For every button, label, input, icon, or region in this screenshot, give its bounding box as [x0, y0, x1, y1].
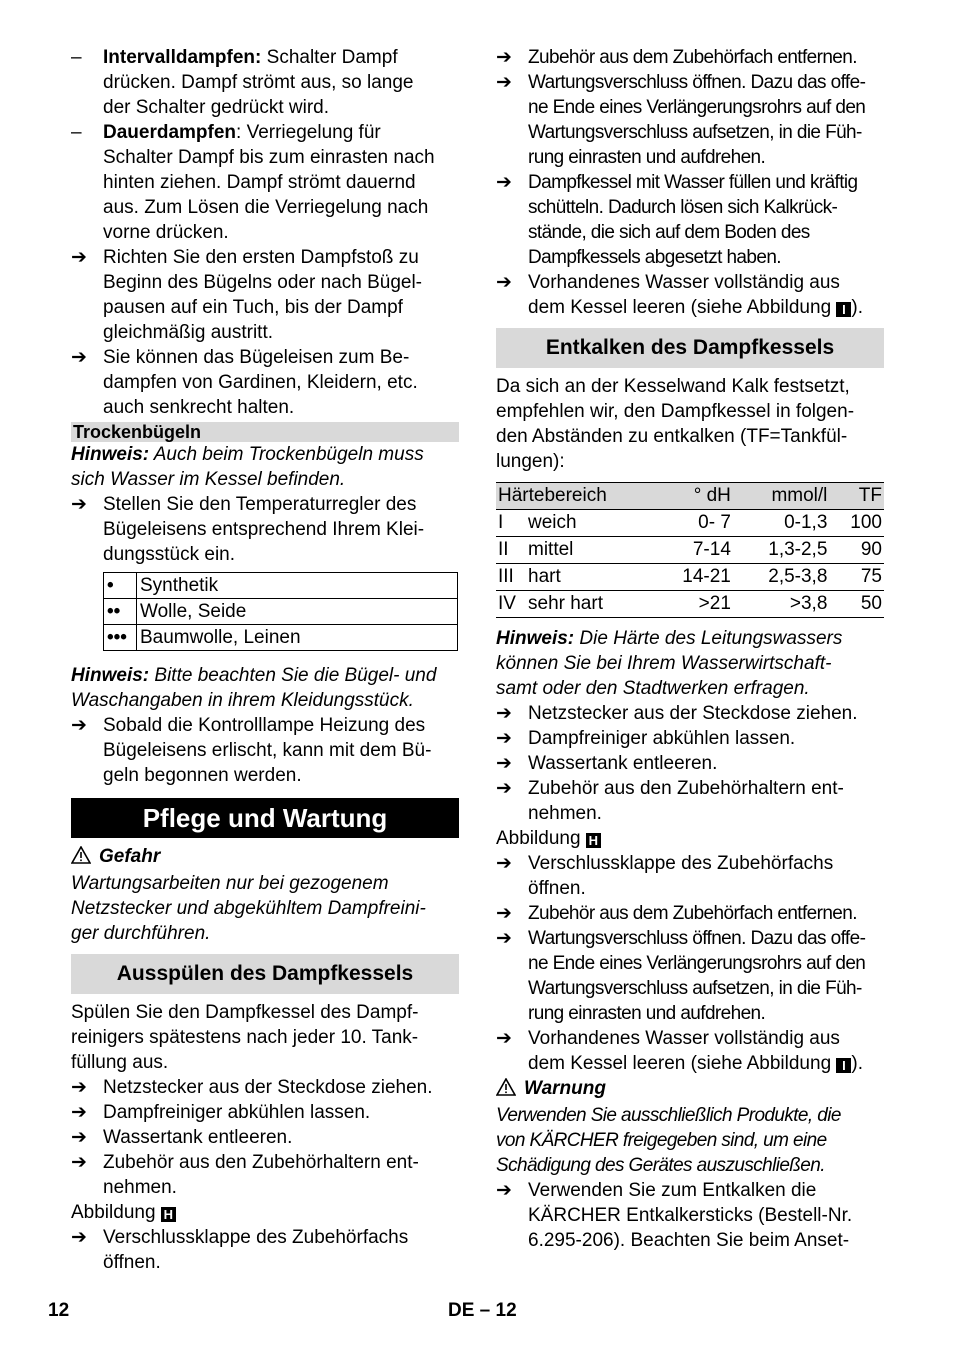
table-cell: 50 [829, 591, 884, 618]
text-line: Wassertank entleeren. [103, 1127, 293, 1148]
text-line: nehmen. [103, 1177, 177, 1198]
table-cell: sehr hart [526, 591, 653, 618]
arrow-right-icon: ➔ [71, 1102, 87, 1123]
arrow-right-icon: ➔ [496, 47, 512, 68]
text-line: Schalter Dampf bis zum einrasten nach [103, 147, 435, 168]
text-line: können Sie bei Ihrem Wasserwirtschaft- [496, 653, 832, 674]
text-line: Richten Sie den ersten Dampfstoß zu [103, 247, 419, 268]
text-line: Wartungsverschluss öffnen. Dazu das offe- [528, 928, 866, 949]
arrow-right-icon: ➔ [71, 494, 87, 515]
bullet-item [496, 901, 884, 926]
table-row [104, 573, 458, 599]
warning-triangle-icon [71, 846, 91, 871]
text-line: Dampfreiniger abkühlen lassen. [103, 1102, 371, 1123]
text-line: Da sich an der Kesselwand Kalk festsetzt, [496, 376, 850, 397]
text-line: rung einrasten und aufdrehen. [528, 1003, 766, 1024]
table-header-row [496, 483, 884, 510]
hint-label: Hinweis: [71, 665, 150, 686]
hint-note [71, 663, 459, 713]
text-line: Zubehör aus dem Zubehörfach entfernen. [528, 47, 857, 68]
danger-label: Gefahr [99, 846, 161, 867]
arrow-right-icon: ➔ [496, 753, 512, 774]
figure-i-icon: I [836, 302, 851, 317]
text-line: Verwenden Sie ausschließlich Produkte, die [496, 1105, 841, 1126]
text-line: Wartungsverschluss aufsetzen, in die Füh- [528, 122, 862, 143]
table-cell: hart [526, 564, 653, 591]
paragraph [496, 374, 884, 474]
arrow-right-icon: ➔ [496, 172, 512, 193]
text-line: der Schalter gedrückt wird. [103, 97, 329, 118]
text-line: hinten ziehen. Dampf strömt dauernd [103, 172, 416, 193]
text-line: ger durchführen. [71, 923, 211, 944]
arrow-right-icon: ➔ [496, 72, 512, 93]
text-line: Netzstecker aus der Steckdose ziehen. [528, 703, 858, 724]
table-cell: II [496, 537, 526, 564]
bullet-item [496, 1026, 884, 1076]
subheading-trockenbuegeln: Trockenbügeln [71, 422, 459, 442]
table-cell: 14-21 [653, 564, 733, 591]
text-line: öffnen. [528, 878, 586, 899]
table-cell: 90 [829, 537, 884, 564]
table-cell: Synthetik [137, 573, 458, 599]
text-line: stände, die sich auf dem Boden des [528, 222, 810, 243]
warning-label: Warnung [524, 1078, 606, 1099]
text-line: Wartungsarbeiten nur bei gezogenem [71, 873, 389, 894]
text-line: Zubehör aus den Zubehörhaltern ent- [528, 778, 844, 799]
text-line: Wassertank entleeren. [528, 753, 718, 774]
text-line: Dampfkessel mit Wasser füllen und kräftig [528, 172, 858, 193]
table-row [496, 510, 884, 537]
text-line: Bügeleisens entsprechend Ihrem Klei- [103, 519, 425, 540]
text-line: Spülen Sie den Dampfkessel des Dampf- [71, 1002, 419, 1023]
text-line: aus. Zum Lösen die Verriegelung nach [103, 197, 429, 218]
hint-label: Hinweis: [496, 628, 575, 649]
text-line: geln begonnen werden. [103, 765, 302, 786]
text-line: auch senkrecht halten. [103, 397, 295, 418]
text-line: ). [851, 1053, 864, 1074]
right-column [496, 45, 884, 1253]
text-line: nehmen. [528, 803, 602, 824]
table-row [104, 599, 458, 625]
bullet-item [71, 1125, 459, 1150]
table-cell: >21 [653, 591, 733, 618]
bullet-item [496, 1178, 884, 1253]
bullet-item [496, 170, 884, 270]
arrow-right-icon: ➔ [496, 272, 512, 293]
bullet-item [71, 492, 459, 567]
table-cell: Baumwolle, Leinen [137, 625, 458, 651]
text-line: Schädigung des Gerätes auszuschließen. [496, 1155, 825, 1176]
bullet-item [496, 45, 884, 70]
text-line: öffnen. [103, 1252, 161, 1273]
bullet-item [496, 776, 884, 826]
arrow-right-icon: ➔ [496, 1180, 512, 1201]
text-line: pausen auf ein Tuch, bis der Dampf [103, 297, 403, 318]
text-line: Sobald die Kontrolllampe Heizung des [103, 715, 426, 736]
text-line: von KÄRCHER freigegeben sind, um eine [496, 1130, 827, 1151]
arrow-right-icon: ➔ [496, 853, 512, 874]
text-line: vorne drücken. [103, 222, 229, 243]
list-item-intervall [71, 45, 459, 120]
arrow-right-icon: ➔ [496, 728, 512, 749]
text-line: dem Kessel leeren (siehe Abbildung [528, 297, 837, 318]
text-line: Schalter Dampf [261, 47, 398, 68]
hint-note [71, 442, 459, 492]
column-header: mmol/l [733, 483, 830, 510]
table-cell: I [496, 510, 526, 537]
dots-symbol: ••• [104, 625, 137, 651]
table-cell: 75 [829, 564, 884, 591]
text-line: Die Härte des Leitungswassers [574, 628, 843, 649]
text-line: Vorhandenes Wasser vollständig aus [528, 1028, 840, 1049]
text-line: : Verriegelung für [236, 122, 381, 143]
table-cell: Wolle, Seide [137, 599, 458, 625]
arrow-right-icon: ➔ [496, 778, 512, 799]
bullet-item [71, 1150, 459, 1200]
figure-h-icon: H [586, 833, 601, 848]
figure-label: Abbildung [71, 1202, 161, 1223]
arrow-right-icon: ➔ [496, 1028, 512, 1049]
text-line: Zubehör aus den Zubehörhaltern ent- [103, 1152, 419, 1173]
table-row [496, 564, 884, 591]
dots-symbol: • [104, 573, 137, 599]
text-line: Verschlussklappe des Zubehörfachs [528, 853, 834, 874]
table-cell: 0-1,3 [733, 510, 830, 537]
section-heading-entkalken: Entkalken des Dampfkessels [496, 328, 884, 368]
bullet-item [71, 345, 459, 420]
text-line: Auch beim Trockenbügeln muss [149, 444, 424, 465]
arrow-right-icon: ➔ [71, 347, 87, 368]
figure-reference [71, 1200, 459, 1225]
arrow-right-icon: ➔ [71, 1127, 87, 1148]
arrow-right-icon: ➔ [496, 928, 512, 949]
table-cell: III [496, 564, 526, 591]
text-line: dungsstück ein. [103, 544, 236, 565]
figure-i-icon: I [836, 1058, 851, 1073]
text-line: Netzstecker und abgekühltem Dampfreini- [71, 898, 426, 919]
list-item-dauer [71, 120, 459, 245]
column-header: Härtebereich [496, 483, 653, 510]
text-line: 6.295-206). Beachten Sie beim Anset- [528, 1230, 850, 1251]
bullet-item [71, 1075, 459, 1100]
bullet-item [496, 851, 884, 901]
text-line: Waschangaben in ihrem Kleidungsstück. [71, 690, 414, 711]
arrow-right-icon: ➔ [71, 1227, 87, 1248]
arrow-right-icon: ➔ [71, 1077, 87, 1098]
text-line: lungen): [496, 451, 565, 472]
table-cell: 7-14 [653, 537, 733, 564]
text-line: dampfen von Gardinen, Kleidern, etc. [103, 372, 418, 393]
text-line: Stellen Sie den Temperaturregler des [103, 494, 417, 515]
text-line: den Abständen zu entkalken (TF=Tankfül- [496, 426, 848, 447]
chapter-heading: Pflege und Wartung [71, 798, 459, 838]
table-row [496, 537, 884, 564]
warning-note [496, 1076, 884, 1178]
left-column [71, 45, 459, 1275]
text-line: KÄRCHER Entkalkersticks (Bestell-Nr. [528, 1205, 853, 1226]
bullet-item [496, 70, 884, 170]
text-line: Beginn des Bügelns oder nach Bügel- [103, 272, 423, 293]
text-line: Bitte beachten Sie die Bügel- und [149, 665, 437, 686]
text-line: rung einrasten und aufdrehen. [528, 147, 766, 168]
text-line: Bügeleisens erlischt, kann mit dem Bü- [103, 740, 432, 761]
text-line: Dampfkessels abgesetzt haben. [528, 247, 781, 268]
bullet-item [496, 926, 884, 1026]
text-line: Vorhandenes Wasser vollständig aus [528, 272, 840, 293]
danger-note [71, 844, 459, 946]
text-line: dem Kessel leeren (siehe Abbildung [528, 1053, 837, 1074]
text-line: drücken. Dampf strömt aus, so lange [103, 72, 414, 93]
text-line: Wartungsverschluss öffnen. Dazu das offe- [528, 72, 866, 93]
arrow-right-icon: ➔ [496, 703, 512, 724]
hint-label: Hinweis: [71, 444, 150, 465]
text-line: gleichmäßig austritt. [103, 322, 274, 343]
text-line: schütteln. Dadurch lösen sich Kalkrück- [528, 197, 838, 218]
hint-note [496, 626, 884, 701]
paragraph [71, 1000, 459, 1075]
column-header: ° dH [653, 483, 733, 510]
figure-label: Abbildung [496, 828, 586, 849]
text-line: ). [851, 297, 864, 318]
table-cell: 2,5-3,8 [733, 564, 830, 591]
table-cell: 100 [829, 510, 884, 537]
table-row [104, 625, 458, 651]
text-line: Zubehör aus dem Zubehörfach entfernen. [528, 903, 857, 924]
table-cell: 0- 7 [653, 510, 733, 537]
text-line: Wartungsverschluss aufsetzen, in die Füh- [528, 978, 862, 999]
text-line: Sie können das Bügeleisen zum Be- [103, 347, 410, 368]
column-header: TF [829, 483, 884, 510]
bullet-item [71, 713, 459, 788]
figure-reference [496, 826, 884, 851]
intervall-label: Intervalldampfen: [103, 47, 262, 68]
bullet-item [496, 726, 884, 751]
table-cell: IV [496, 591, 526, 618]
arrow-right-icon: ➔ [496, 903, 512, 924]
text-line: samt oder den Stadtwerken erfragen. [496, 678, 810, 699]
text-line: Netzstecker aus der Steckdose ziehen. [103, 1077, 433, 1098]
arrow-right-icon: ➔ [71, 715, 87, 736]
dauer-label: Dauerdampfen [103, 122, 237, 143]
arrow-right-icon: ➔ [71, 247, 87, 268]
table-cell: weich [526, 510, 653, 537]
section-heading-ausspuelen: Ausspülen des Dampfkessels [71, 954, 459, 994]
water-hardness-table [496, 482, 884, 618]
warning-triangle-icon [496, 1078, 516, 1103]
text-line: Dampfreiniger abkühlen lassen. [528, 728, 796, 749]
bullet-item [71, 1100, 459, 1125]
bullet-item [71, 245, 459, 345]
arrow-right-icon: ➔ [71, 1152, 87, 1173]
text-line: füllung aus. [71, 1052, 169, 1073]
bullet-item [71, 1225, 459, 1275]
bullet-item [496, 751, 884, 776]
text-line: reinigers spätestens nach jeder 10. Tank- [71, 1027, 419, 1048]
text-line: Verschlussklappe des Zubehörfachs [103, 1227, 409, 1248]
text-line: ne Ende eines Verlängerungsrohrs auf den [528, 97, 866, 118]
page-number: 12 [48, 1300, 70, 1321]
bullet-item [496, 270, 884, 320]
table-cell: 1,3-2,5 [733, 537, 830, 564]
text-line: Verwenden Sie zum Entkalken die [528, 1180, 817, 1201]
bullet-item [496, 701, 884, 726]
dots-symbol: •• [104, 599, 137, 625]
text-line: empfehlen wir, den Dampfkessel in folgen- [496, 401, 855, 422]
text-line: sich Wasser im Kessel befinden. [71, 469, 346, 490]
table-cell: mittel [526, 537, 653, 564]
table-row [496, 591, 884, 618]
temperature-table [103, 572, 458, 651]
text-line: ne Ende eines Verlängerungsrohrs auf den [528, 953, 866, 974]
table-cell: >3,8 [733, 591, 830, 618]
page-label: DE – 12 [448, 1300, 517, 1321]
figure-h-icon: H [161, 1207, 176, 1222]
